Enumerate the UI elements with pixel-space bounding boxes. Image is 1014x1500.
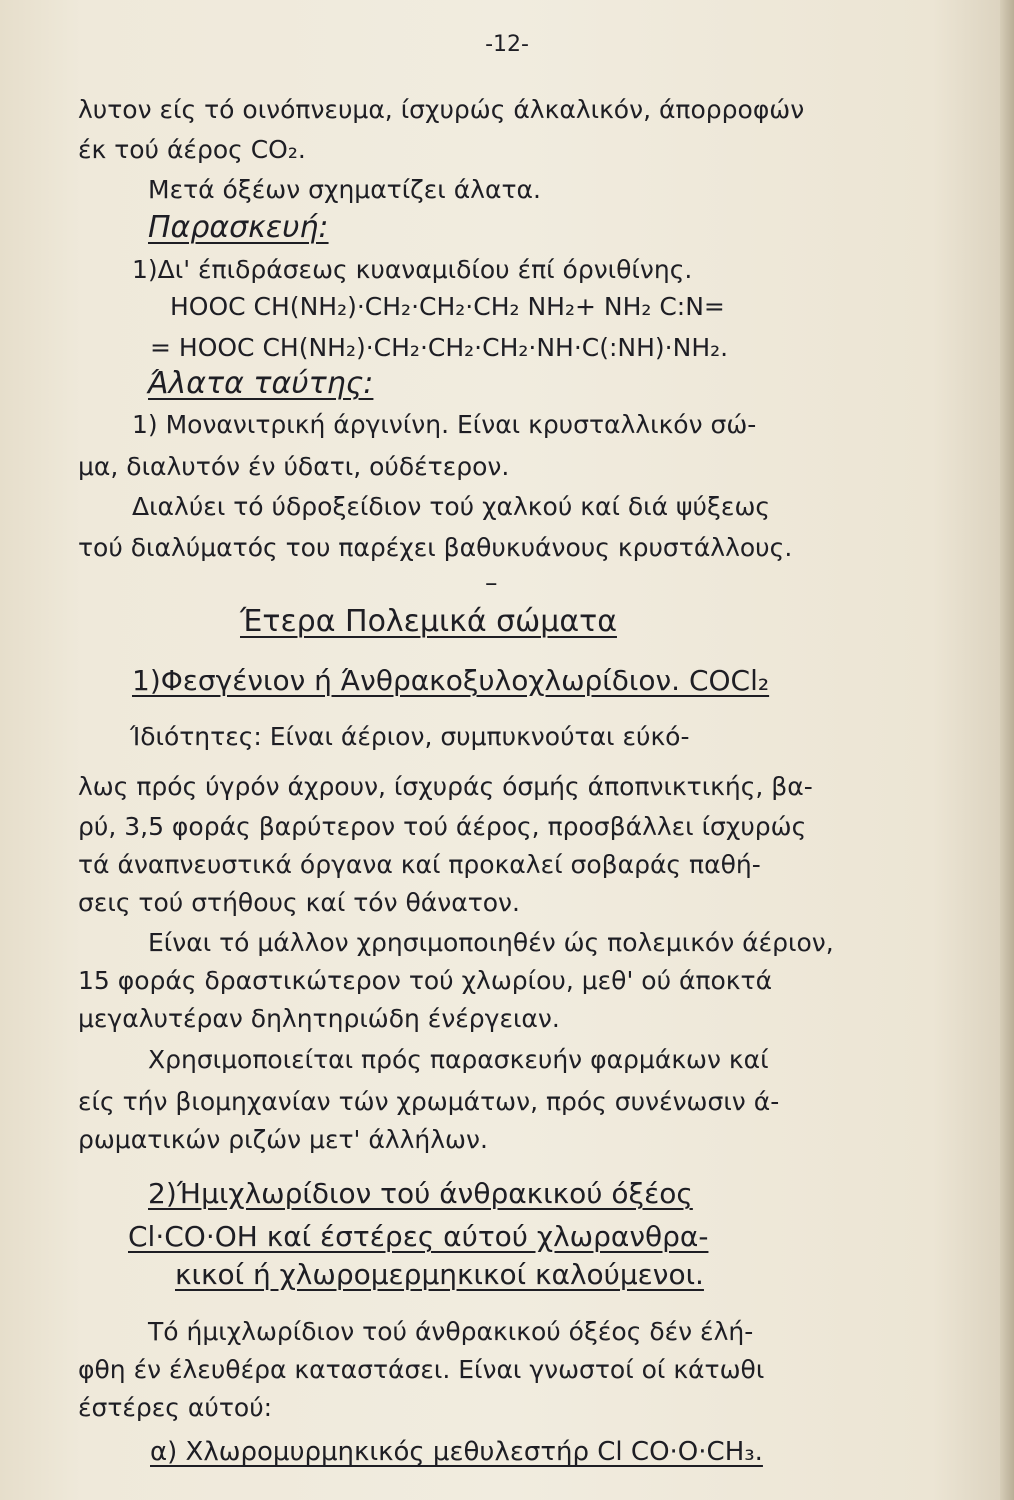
text-line: φθη έν έλευθέρα καταστάσει. Είναι γνωστοί οί κάτωθι	[78, 1355, 765, 1384]
section-heading: Άλατα ταύτης:	[148, 366, 374, 401]
text-line: Τό ήμιχλωρίδιον τού άνθρακικού όξέος δέν έλή-	[148, 1317, 754, 1346]
text-line: τά άναπνευστικά όργανα καί προκαλεί σοβαράς παθή-	[78, 850, 761, 879]
text-line: Διαλύει τό ύδροξείδιον τού χαλκού καί διά ψύξεως	[132, 492, 771, 521]
chapter-heading: Έτερα Πολεμικά σώματα	[240, 604, 617, 639]
text-line: τού διαλύματός του παρέχει βαθυκυάνους κρυστάλλους.	[78, 533, 793, 562]
text-line: έστέρες αύτού:	[78, 1393, 273, 1422]
text-line: Ίδιότητες: Είναι άέριον, συμπυκνούται εύκό-	[130, 722, 690, 751]
text-line: ρύ, 3,5 φοράς βαρύτερον τού άέρος, προσβάλλει ίσχυρώς	[78, 812, 807, 841]
subsection-heading: Cl·CO·OH καί έστέρες αύτού χλωρανθρα-	[128, 1220, 709, 1253]
text-line: ρωματικών ριζών μετ' άλλήλων.	[78, 1125, 488, 1154]
text-line: 1)Δι' έπιδράσεως κυαναμιδίου έπί όρνιθίνης.	[132, 255, 693, 284]
formula-line: = HOOC CH(NH₂)·CH₂·CH₂·CH₂·NH·C(:NH)·NH₂.	[150, 333, 729, 362]
text-line: είς τήν βιομηχανίαν τών χρωμάτων, πρός συνένωσιν ά-	[78, 1087, 780, 1116]
formula-line: HOOC CH(NH₂)·CH₂·CH₂·CH₂ NH₂+ NH₂ C:N=	[170, 292, 725, 321]
text-line: 15 φοράς δραστικώτερον τού χλωρίου, μεθ' ού άποκτά	[78, 966, 773, 995]
text-line: λυτον είς τό οινόπνευμα, ίσχυρώς άλκαλικόν, άπορροφών	[78, 95, 805, 124]
text-line: μα, διαλυτόν έν ύδατι, ούδέτερον.	[78, 452, 510, 481]
subsection-heading: κικοί ή χλωρομερμηκικοί καλούμενοι.	[175, 1258, 704, 1291]
text-line: Μετά όξέων σχηματίζει άλατα.	[148, 175, 541, 204]
page-number: -12-	[485, 32, 529, 57]
subsection-heading: 2)Ήμιχλωρίδιον τού άνθρακικού όξέος	[148, 1177, 693, 1210]
section-heading: Παρασκευή:	[148, 210, 329, 245]
separator-dash: –	[485, 568, 498, 597]
text-line: λως πρός ύγρόν άχρουν, ίσχυράς όσμής άποπνικτικής, βα-	[78, 772, 813, 801]
page-edge	[1000, 0, 1014, 1500]
text-line: μεγαλυτέραν δηλητηριώδη ένέργειαν.	[78, 1004, 560, 1033]
text-line: Είναι τό μάλλον χρησιμοποιηθέν ώς πολεμικόν άέριον,	[148, 928, 834, 957]
subsection-heading: α) Χλωρομυρμηκικός μεθυλεστήρ Cl CO·O·CH₃.	[150, 1437, 763, 1467]
text-line: έκ τού άέρος CO₂.	[78, 135, 306, 164]
text-line: σεις τού στήθους καί τόν θάνατον.	[78, 888, 520, 917]
text-line: 1) Μονανιτρική άργινίνη. Είναι κρυσταλλικόν σώ-	[132, 410, 757, 439]
subsection-heading: 1)Φεσγένιον ή Άνθρακοξυλοχλωρίδιον. COCl₂	[132, 664, 770, 697]
text-line: Χρησιμοποιείται πρός παρασκευήν φαρμάκων καί	[148, 1045, 769, 1074]
